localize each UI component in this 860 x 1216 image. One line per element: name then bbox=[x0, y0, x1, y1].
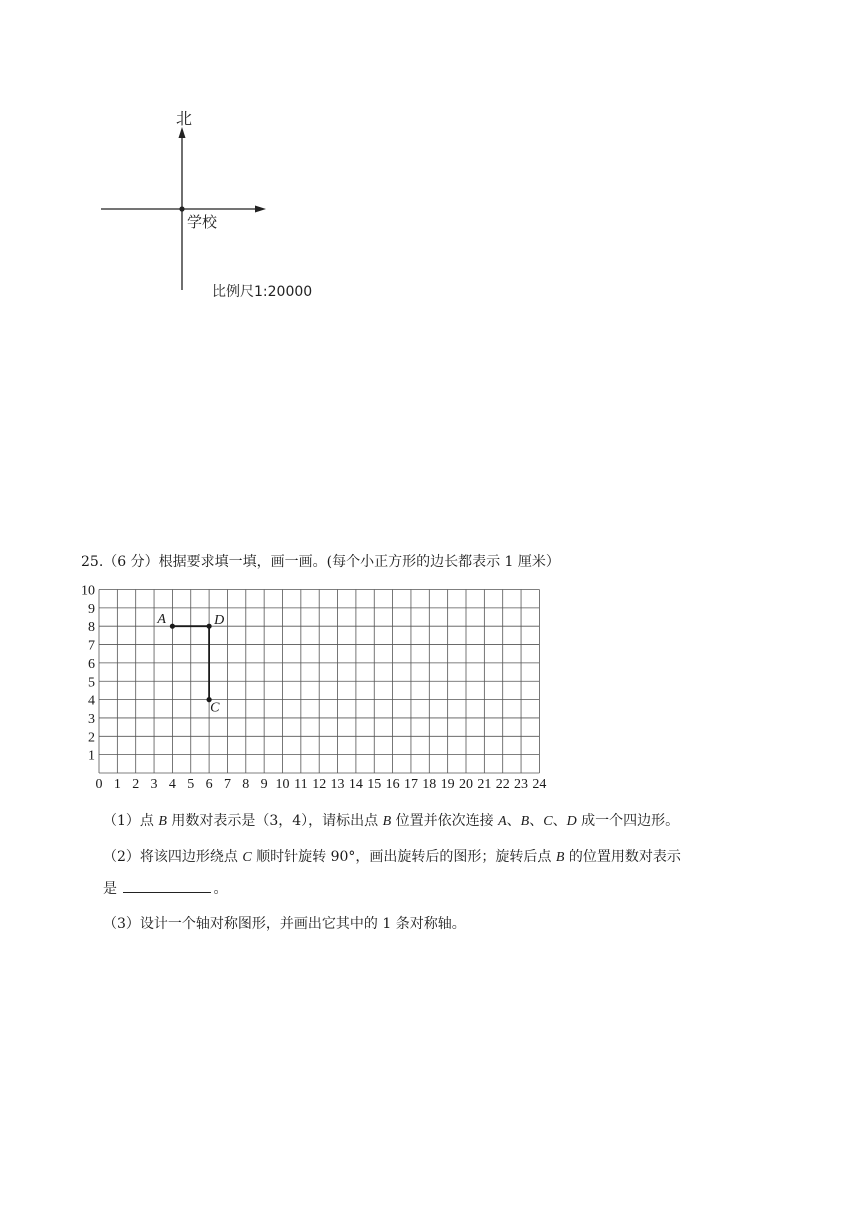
east-arrow-icon bbox=[255, 206, 266, 213]
point-D bbox=[207, 624, 212, 629]
answer-blank[interactable] bbox=[123, 880, 211, 893]
sub1-suffix: 成一个四边形。 bbox=[576, 813, 680, 829]
sub-question-3: （3）设计一个轴对称图形，并画出它其中的 1 条对称轴。 bbox=[103, 916, 466, 932]
x-tick-label: 4 bbox=[168, 777, 176, 792]
x-tick-label: 15 bbox=[367, 777, 382, 792]
x-tick-label: 22 bbox=[495, 777, 510, 792]
sub1-point-b-3: B bbox=[520, 814, 530, 829]
sub1-point-c: C bbox=[543, 814, 553, 829]
sub1-sep2: 、 bbox=[529, 813, 544, 829]
x-tick-label: 7 bbox=[223, 777, 231, 792]
y-tick-label: 2 bbox=[88, 730, 95, 746]
y-tick-label: 5 bbox=[88, 675, 95, 691]
y-tick-label: 6 bbox=[88, 656, 95, 672]
x-tick-label: 3 bbox=[150, 777, 158, 792]
direction-map bbox=[0, 0, 360, 320]
x-tick-label: 21 bbox=[477, 777, 492, 792]
sub1-sep1: 、 bbox=[506, 813, 521, 829]
x-tick-label: 19 bbox=[440, 777, 455, 792]
sub-question-2-line2 bbox=[103, 878, 227, 898]
sub2-mid: 顺时针旋转 90°，画出旋转后的图形；旋转后点 bbox=[251, 849, 556, 865]
sub1-point-a: A bbox=[498, 814, 507, 829]
sub1-sep3: 、 bbox=[552, 813, 567, 829]
question-title: 25.（6 分）根据要求填一填，画一画。(每个小正方形的边长都表示 1 厘米） bbox=[81, 554, 560, 570]
x-tick-label: 12 bbox=[312, 777, 327, 792]
point-label-A: A bbox=[157, 612, 166, 628]
x-tick-label: 8 bbox=[242, 777, 250, 792]
y-tick-label: 3 bbox=[88, 711, 95, 727]
y-tick-label: 9 bbox=[88, 601, 95, 617]
sub2-point-c: C bbox=[242, 850, 252, 865]
sub2-line2-prefix: 是 bbox=[103, 881, 122, 897]
x-tick-label: 1 bbox=[113, 777, 121, 792]
sub1-point-b-2: B bbox=[382, 814, 392, 829]
sub2-line2-suffix: 。 bbox=[213, 881, 228, 897]
x-tick-label: 17 bbox=[403, 777, 418, 792]
x-tick-label: 5 bbox=[187, 777, 195, 792]
x-tick-label: 18 bbox=[422, 777, 437, 792]
point-label-D: D bbox=[214, 613, 225, 629]
x-tick-label: 13 bbox=[330, 777, 345, 792]
scale-label: 比例尺1:20000 bbox=[212, 284, 313, 300]
school-point bbox=[179, 206, 184, 211]
x-tick-label: 10 bbox=[275, 777, 290, 792]
x-tick-label: 6 bbox=[205, 777, 213, 792]
sub-question-1 bbox=[103, 810, 679, 830]
coordinate-grid-svg bbox=[74, 578, 574, 798]
north-label: 北 bbox=[176, 109, 193, 128]
school-label: 学校 bbox=[187, 213, 218, 231]
direction-map-svg bbox=[0, 0, 360, 320]
sub2-suffix: 的位置用数对表示 bbox=[564, 849, 681, 865]
x-tick-label: 14 bbox=[348, 777, 363, 792]
sub2-prefix: （2）将该四边形绕点 bbox=[103, 849, 243, 865]
sub1-mid2: 位置并依次连接 bbox=[391, 813, 499, 829]
x-tick-label: 2 bbox=[132, 777, 140, 792]
y-tick-label: 7 bbox=[88, 638, 95, 654]
x-tick-label: 0 bbox=[95, 777, 103, 792]
y-tick-label: 1 bbox=[88, 748, 95, 764]
x-tick-label: 16 bbox=[385, 777, 400, 792]
sub1-point-d: D bbox=[566, 814, 577, 829]
x-tick-label: 11 bbox=[294, 777, 308, 792]
sub1-point-b: B bbox=[158, 814, 167, 829]
point-label-C: C bbox=[210, 700, 220, 716]
sub2-point-b: B bbox=[555, 850, 565, 865]
x-tick-label: 20 bbox=[459, 777, 473, 792]
y-tick-label: 4 bbox=[88, 693, 95, 709]
point-A bbox=[170, 624, 175, 629]
x-tick-label: 9 bbox=[260, 777, 268, 792]
sub1-mid1: 用数对表示是（3，4），请标出点 bbox=[166, 813, 383, 829]
x-tick-label: 24 bbox=[532, 777, 547, 792]
sub1-prefix: （1）点 bbox=[103, 813, 159, 829]
y-tick-label: 8 bbox=[88, 620, 95, 636]
x-tick-label: 23 bbox=[514, 777, 529, 792]
sub-question-2 bbox=[103, 846, 681, 866]
coordinate-grid bbox=[74, 578, 574, 798]
y-tick-label: 10 bbox=[81, 583, 95, 599]
